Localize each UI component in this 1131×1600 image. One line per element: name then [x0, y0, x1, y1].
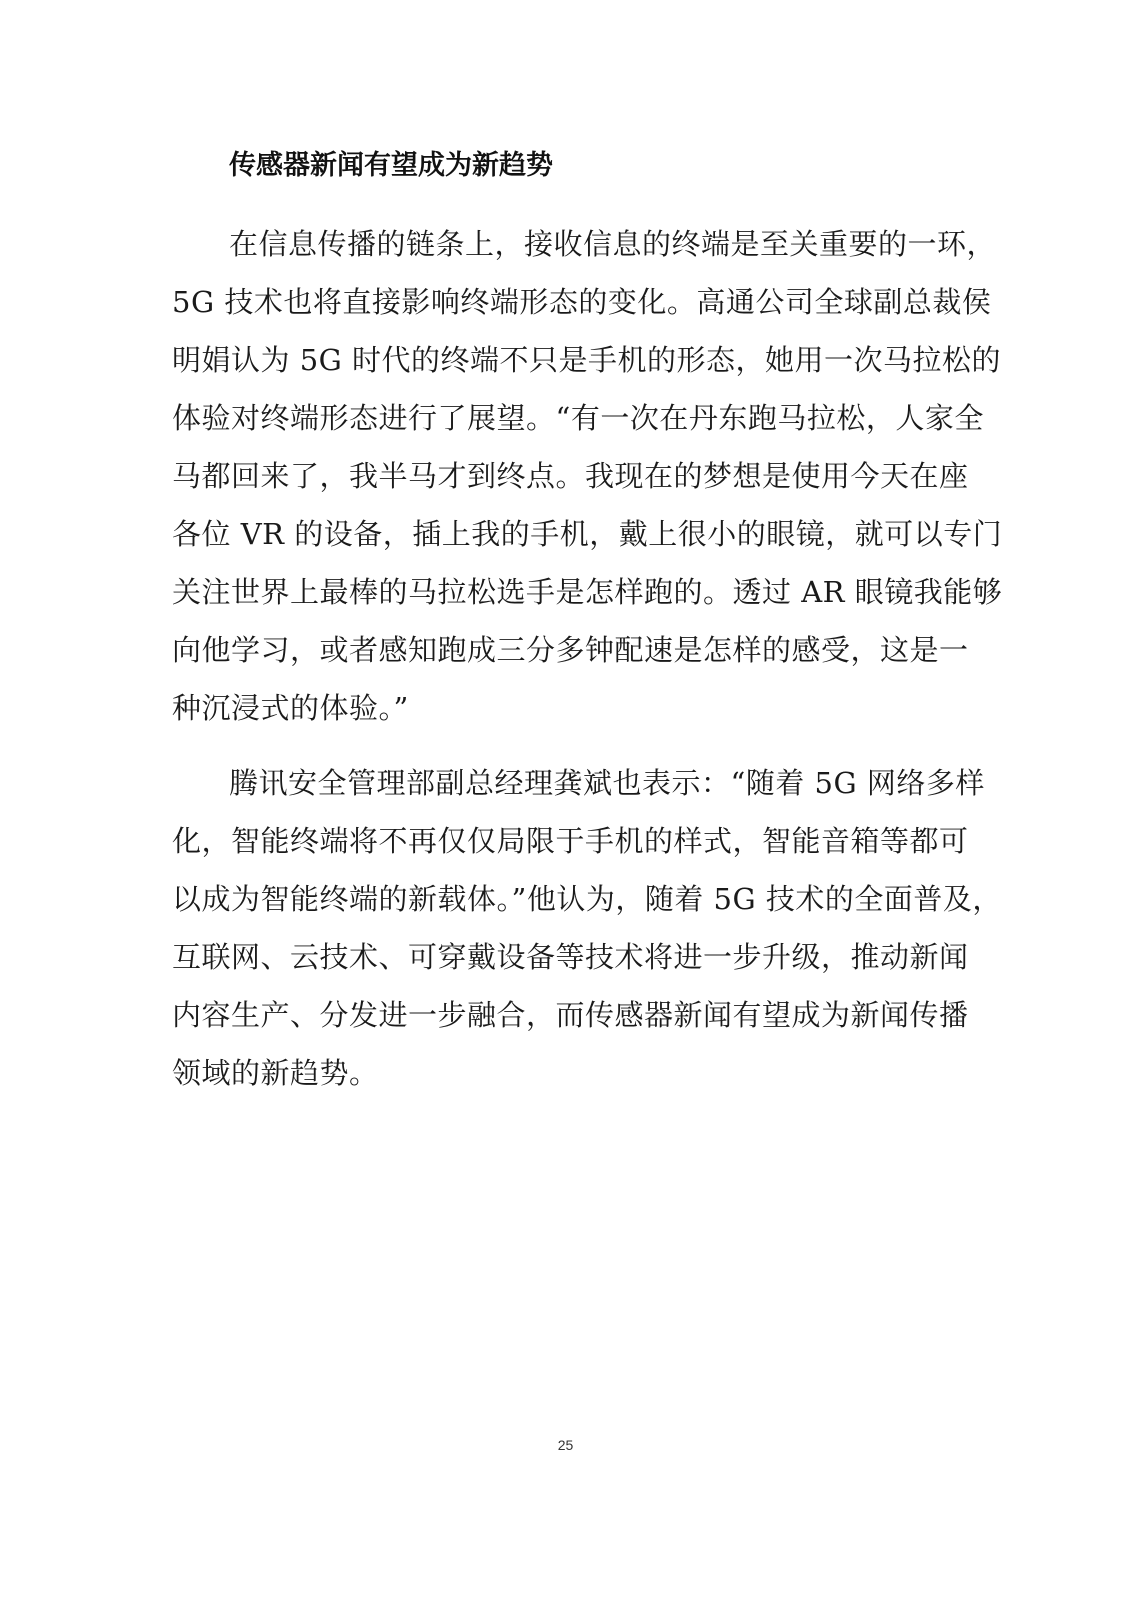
paragraph-line: 腾讯安全管理部副总经理龚斌也表示：“随着 5G 网络多样	[229, 766, 985, 800]
paragraph-line: 5G 技术也将直接影响终端形态的变化。高通公司全球副总裁侯	[172, 285, 992, 319]
paragraph-line: 体验对终端形态进行了展望。“有一次在丹东跑马拉松，人家全	[172, 401, 984, 435]
paragraph-line: 各位 VR 的设备，插上我的手机，戴上很小的眼镜，就可以专门	[172, 517, 1003, 551]
paragraph-line: 以成为智能终端的新载体。”他认为，随着 5G 技术的全面普及，	[172, 882, 1002, 916]
paragraph	[172, 215, 1003, 737]
paragraph-line: 关注世界上最棒的马拉松选手是怎样跑的。透过 AR 眼镜我能够	[172, 575, 1003, 609]
paragraph-line: 马都回来了，我半马才到终点。我现在的梦想是使用今天在座	[172, 459, 969, 493]
paragraph-line: 明娟认为 5G 时代的终端不只是手机的形态，她用一次马拉松的	[172, 343, 1002, 377]
paragraph-line: 在信息传播的链条上，接收信息的终端是至关重要的一环，	[229, 227, 997, 261]
paragraph-line: 种沉浸式的体验。”	[172, 691, 409, 725]
paragraph-line: 互联网、云技术、可穿戴设备等技术将进一步升级，推动新闻	[172, 940, 969, 974]
paragraph-line: 领域的新趋势。	[172, 1056, 379, 1090]
paragraph-line: 内容生产、分发进一步融合，而传感器新闻有望成为新闻传播	[172, 998, 969, 1032]
section-heading: 传感器新闻有望成为新趋势	[229, 150, 553, 181]
page-number: 25	[557, 1437, 574, 1453]
paragraph-line: 向他学习，或者感知跑成三分多钟配速是怎样的感受，这是一	[172, 633, 969, 667]
paragraph-line: 化，智能终端将不再仅仅局限于手机的样式，智能音箱等都可	[172, 824, 969, 858]
paragraph	[172, 754, 1002, 1102]
